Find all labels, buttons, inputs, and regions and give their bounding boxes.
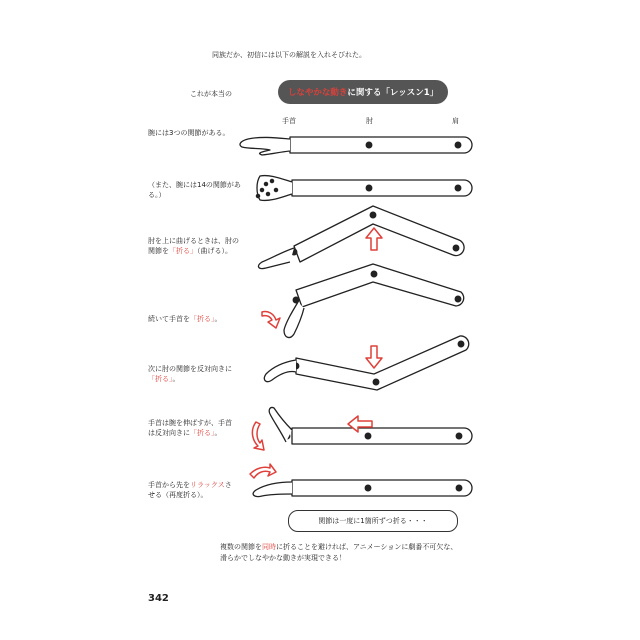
- arm-elbow-reversed: [264, 336, 468, 390]
- step-4-text: 続いて手首を「折る」。: [148, 315, 222, 323]
- label-elbow: 肘: [366, 117, 373, 125]
- step-2-text: （また、腕には14の関節がある。）: [148, 181, 241, 199]
- intro-text: 同族だか、初信には以下の解説を入れそびれた。: [212, 51, 366, 59]
- summary-text: 複数の関節を同時に折ることを避ければ、アニメーションに劇番不可欠な、 滑らかでしなやかな動きが実現できる！: [220, 543, 458, 562]
- arrow-curve-wrist-icon: [252, 422, 264, 450]
- step-7-text: 手首から先をリラックスさせる（再度折る）。: [148, 481, 232, 499]
- arm-bent-up: [259, 206, 465, 269]
- arrow-curve-relax-icon: [250, 464, 276, 478]
- page-number: 342: [148, 593, 169, 604]
- arrow-down-icon: [366, 346, 382, 368]
- arm-relaxed: [253, 480, 472, 497]
- arrow-curve-down-icon: [262, 311, 280, 328]
- label-shoulder: 肩: [452, 117, 459, 125]
- step-3-text: 肘を上に曲げるときは、肘の関節を「折る」（曲げる）。: [148, 237, 239, 255]
- lesson-lead-text: これが本当の: [190, 90, 232, 98]
- arm-straight-1: [240, 137, 472, 155]
- banner-emphasis: しなやかな動き: [287, 88, 348, 98]
- step-5-text: 次に肘の関節を反対向きに「折る」。: [148, 365, 232, 383]
- arrow-up-icon: [366, 228, 382, 250]
- step-6-text: 手首は腕を伸ばすが、手首は反対向きに「折る」。: [148, 419, 232, 437]
- banner-rest: に関する「レッスン1」: [347, 88, 439, 98]
- arm-bent-wrist: [284, 264, 464, 337]
- capsule-note: 関節は一度に1箇所ずつ折る・・・: [288, 510, 458, 532]
- arm-straight-2: [256, 176, 472, 201]
- label-wrist: 手首: [282, 117, 296, 125]
- step-1-text: 腕には3つの関節がある。: [148, 129, 230, 137]
